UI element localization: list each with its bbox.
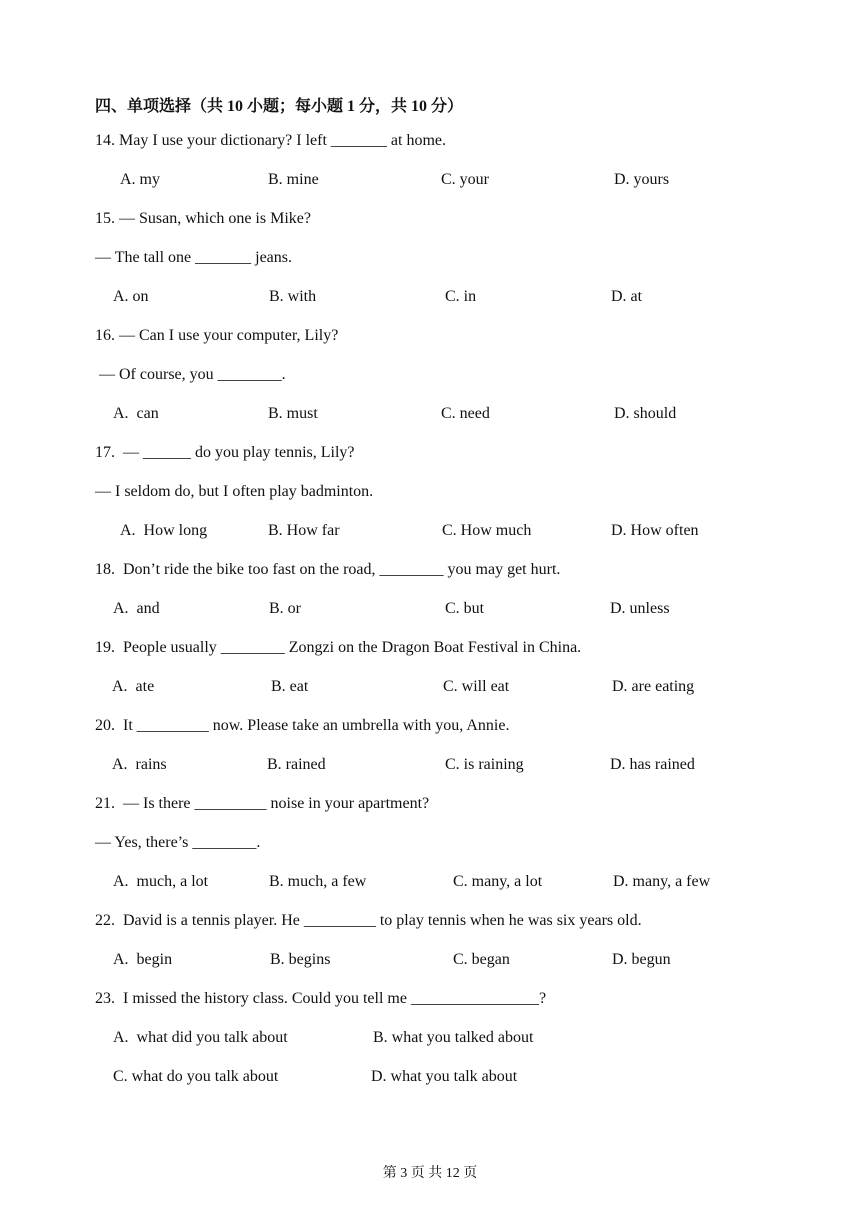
question-15-reply: — The tall one _______ jeans. bbox=[95, 249, 292, 266]
q20-option-a: A. rains bbox=[112, 756, 167, 773]
q21-option-c: C. many, a lot bbox=[453, 873, 543, 890]
q21-option-b: B. much, a few bbox=[269, 873, 367, 890]
q18-option-b: B. or bbox=[269, 600, 301, 617]
q19-option-a: A. ate bbox=[112, 678, 155, 695]
q17-option-a: A. How long bbox=[120, 522, 208, 539]
q20-option-b: B. rained bbox=[267, 756, 326, 773]
q15-option-d: D. at bbox=[611, 288, 643, 305]
question-21-reply: — Yes, there’s ________. bbox=[95, 834, 261, 851]
section-title: 四、单项选择（共 10 小题；每小题 1 分，共 10 分） bbox=[95, 98, 464, 115]
q20-option-c: C. is raining bbox=[445, 756, 524, 773]
question-19-stem: 19. People usually ________ Zongzi on the Dragon Boat Festival in China. bbox=[95, 639, 582, 656]
question-18-stem: 18. Don’t ride the bike too fast on the road, ________ you may get hurt. bbox=[95, 561, 561, 578]
question-14-stem: 14. May I use your dictionary? I left _______ at home. bbox=[95, 132, 447, 149]
q18-option-a: A. and bbox=[113, 600, 160, 617]
q23-option-c: C. what do you talk about bbox=[113, 1068, 279, 1085]
q17-option-b: B. How far bbox=[268, 522, 340, 539]
q20-option-d: D. has rained bbox=[610, 756, 695, 773]
q23-option-d: D. what you talk about bbox=[371, 1068, 518, 1085]
q16-option-a: A. can bbox=[113, 405, 159, 422]
q19-option-b: B. eat bbox=[271, 678, 309, 695]
q21-option-a: A. much, a lot bbox=[113, 873, 209, 890]
q21-option-d: D. many, a few bbox=[613, 873, 711, 890]
question-20-stem: 20. It _________ now. Please take an umbrella with you, Annie. bbox=[95, 717, 510, 734]
q19-option-c: C. will eat bbox=[443, 678, 510, 695]
q15-option-a: A. on bbox=[113, 288, 149, 305]
q17-option-c: C. How much bbox=[442, 522, 532, 539]
question-15-stem: 15. — Susan, which one is Mike? bbox=[95, 210, 311, 227]
question-17-reply: — I seldom do, but I often play badminton. bbox=[95, 483, 374, 500]
question-23-stem: 23. I missed the history class. Could you tell me ________________? bbox=[95, 990, 547, 1007]
q14-option-c: C. your bbox=[441, 171, 489, 188]
q22-option-b: B. begins bbox=[270, 951, 331, 968]
q19-option-d: D. are eating bbox=[612, 678, 695, 695]
question-22-stem: 22. David is a tennis player. He _________ to play tennis when he was six years old. bbox=[95, 912, 642, 929]
q22-option-d: D. begun bbox=[612, 951, 671, 968]
q14-option-a: A. my bbox=[120, 171, 160, 188]
question-16-stem: 16. — Can I use your computer, Lily? bbox=[95, 327, 339, 344]
q14-option-b: B. mine bbox=[268, 171, 319, 188]
q17-option-d: D. How often bbox=[611, 522, 699, 539]
q16-option-d: D. should bbox=[614, 405, 677, 422]
question-17-stem: 17. — ______ do you play tennis, Lily? bbox=[95, 444, 355, 461]
question-16-reply: — Of course, you ________. bbox=[95, 366, 286, 383]
q18-option-c: C. but bbox=[445, 600, 485, 617]
q15-option-b: B. with bbox=[269, 288, 317, 305]
q16-option-c: C. need bbox=[441, 405, 490, 422]
q23-option-b: B. what you talked about bbox=[373, 1029, 534, 1046]
q16-option-b: B. must bbox=[268, 405, 318, 422]
question-21-stem: 21. — Is there _________ noise in your apartment? bbox=[95, 795, 430, 812]
page-footer: 第 3 页 共 12 页 bbox=[382, 1166, 478, 1181]
q15-option-c: C. in bbox=[445, 288, 477, 305]
q22-option-a: A. begin bbox=[113, 951, 173, 968]
q18-option-d: D. unless bbox=[610, 600, 670, 617]
q14-option-d: D. yours bbox=[614, 171, 670, 188]
q22-option-c: C. began bbox=[453, 951, 510, 968]
q23-option-a: A. what did you talk about bbox=[113, 1029, 288, 1046]
